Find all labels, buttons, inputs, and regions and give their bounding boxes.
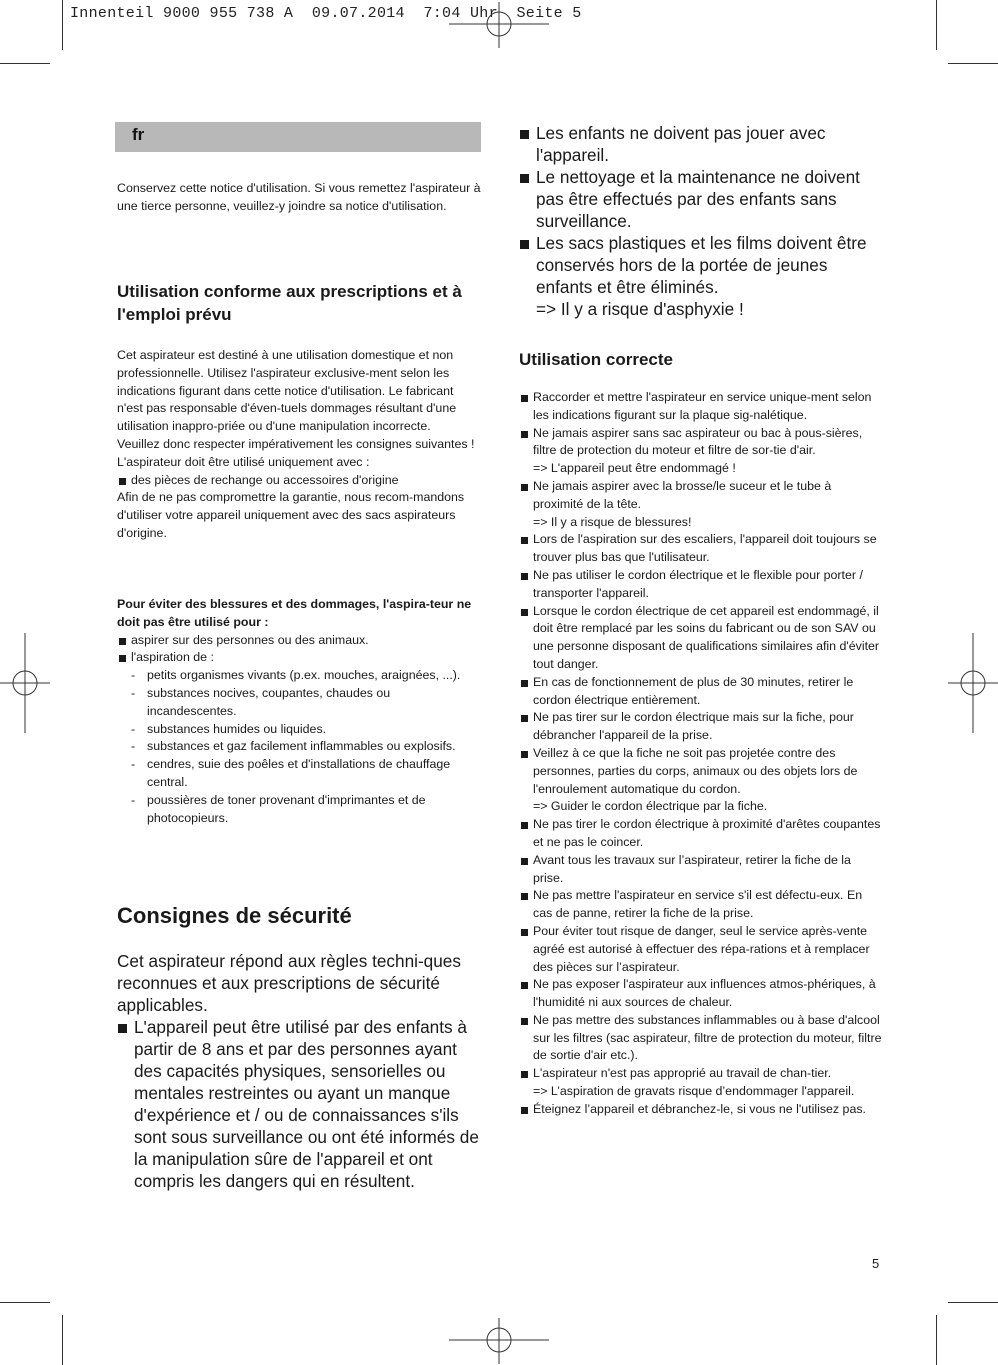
crop-mark (62, 1315, 63, 1365)
list-item-text: Les sacs plastiques et les films doivent être conservés hors de la portée de jeunes enfants et être éliminés. (536, 233, 867, 297)
crop-mark (936, 1315, 937, 1365)
list-item-text: Pour éviter tout risque de danger, seul le service après-vente agréé est autorisé à effectuer des répa-rations et à remplacer des pièces sur l’aspirateur. (533, 923, 870, 974)
safety-continued (519, 122, 884, 320)
registration-mark-icon (0, 633, 50, 733)
safety-section-body (117, 950, 481, 1192)
intro-text: Conservez cette notice d'utilisation. Si vous remettez l'aspirateur à une tierce personne, veuillez-y joindre sa notice d'utilisation. (117, 181, 481, 213)
list-item (519, 531, 884, 567)
crop-mark (0, 63, 50, 64)
list-item-text: Ne pas mettre l'aspirateur en service s'il est défectu-eux. En cas de panne, retirer la fiche de la prise. (533, 888, 863, 921)
list-item (519, 976, 884, 1012)
list-item: - poussières de toner provenant d'imprimantes et de photocopieurs. (117, 792, 481, 828)
list-item (519, 674, 884, 710)
list-item (519, 232, 884, 320)
crop-mark (0, 1302, 50, 1303)
list-item (519, 425, 884, 478)
print-header: Innenteil 9000 955 738 A 09.07.2014 7:04 Uhr Seite 5 (70, 5, 582, 22)
list-item-text: L'aspirateur n'est pas approprié au travail de chan-tier. (533, 1066, 832, 1081)
list-item: Le nettoyage et la maintenance ne doivent pas être effectués par des enfants sans surveillance. (519, 166, 884, 232)
list-item-text: Éteignez l’appareil et débranchez-le, si vous ne l'utilisez pas. (533, 1101, 866, 1116)
list-item (519, 389, 884, 425)
list-item-text: Raccorder et mettre l'aspirateur en service unique-ment selon les indications figurant sur la plaque sig-nalétique. (533, 390, 872, 422)
list-item-text: Veillez à ce que la fiche ne soit pas projetée contre des personnes, parties du corps, animaux ou des objets lors de l'enroulement automatique du cordon. (533, 745, 858, 796)
list-item (519, 709, 884, 745)
warning-note: => Guider le cordon électrique par la fiche. (533, 799, 768, 814)
list-item-text: Ne pas utiliser le cordon électrique et le flexible pour porter / transporter l'appareil. (533, 567, 863, 600)
warning-title: Pour éviter des blessures et des dommages, l'aspira-teur ne doit pas être utilisé pour : (117, 597, 472, 629)
list-item-text: Ne pas mettre des substances inflammables ou à base d'alcool sur les filtres (sac aspirateur, filtre de protection du moteur, filtre de sortie d'air etc.). (533, 1012, 882, 1063)
usage-paragraph: Veuillez donc respecter impérativement les consignes suivantes ! (117, 436, 475, 451)
language-code: fr (132, 125, 145, 144)
correct-section-title: Utilisation correcte (519, 350, 673, 369)
list-item: des pièces de rechange ou accessoires d'origine (117, 472, 481, 490)
list-item-text: En cas de fonctionnement de plus de 30 minutes, retirer le cordon électrique entièrement. (533, 674, 854, 707)
list-item (519, 887, 884, 923)
safety-intro: Cet aspirateur répond aux règles techni-ques reconnues et aux prescriptions de sécurité applicables. (117, 951, 461, 1015)
list-item (519, 852, 884, 888)
warning-note: => Il y a risque de blessures! (533, 514, 692, 529)
warning-note: => L’aspiration de gravats risque d’endommager l'appareil. (533, 1084, 855, 1099)
list-item (519, 923, 884, 976)
list-item (519, 603, 884, 674)
safety-section-title: Consignes de sécurité (117, 903, 352, 928)
usage-section-title: Utilisation conforme aux prescriptions et à l'emploi prévu (117, 282, 462, 324)
list-item: - substances humides ou liquides. (117, 721, 481, 739)
list-item-text: Ne pas tirer sur le cordon électrique mais sur la fiche, pour débrancher l'appareil de la prise. (533, 710, 854, 743)
list-item (519, 816, 884, 852)
registration-mark-icon (449, 1318, 549, 1364)
list-item: - substances nocives, coupantes, chaudes ou incandescentes. (117, 685, 481, 721)
list-item-text: Lorsque le cordon électrique de cet appareil est endommagé, il doit être remplacé par les soins du fabricant ou de son SAV ou une personne disposant de qualifications similaires afin d'éviter tout danger. (533, 603, 880, 671)
list-item (519, 1101, 884, 1119)
list-item: - petits organismes vivants (p.ex. mouches, araignées, ...). (117, 667, 481, 685)
warning-note: => L'appareil peut être endommagé ! (533, 461, 736, 476)
list-item: - substances et gaz facilement inflammables ou explosifs. (117, 738, 481, 756)
crop-mark (62, 0, 63, 50)
language-bar (115, 122, 481, 152)
list-item-text: Ne jamais aspirer sans sac aspirateur ou bac à pous-sières, filtre de protection du moteur et filtre de sor-tie d'air. (533, 425, 863, 458)
crop-mark (948, 1302, 998, 1303)
list-item-text: Ne pas tirer le cordon électrique à proximité d'arêtes coupantes et ne pas le coincer. (533, 817, 881, 849)
usage-paragraph: Cet aspirateur est destiné à une utilisation domestique et non professionnelle. Utilisez l'aspirateur exclusive-ment selon les indications figurant dans cette notice d'utilisation. Le fabricant n'est pas responsable d'éven-tuels dommages résultant d'une utilisation inappro-priée ou d'une manipulation incorrecte. (117, 348, 457, 434)
crop-mark (948, 63, 998, 64)
usage-paragraph: Afin de ne pas compromettre la garantie, nous recom-mandons d'utiliser votre appareil uniquement avec des sacs aspirateurs d'origine. (117, 490, 465, 540)
list-item (519, 567, 884, 603)
usage-section-body (117, 347, 481, 543)
registration-mark-icon (449, 2, 549, 48)
list-item-text: Ne jamais aspirer avec la brosse/le suceur et le tube à proximité de la tête. (533, 478, 832, 511)
crop-mark (936, 0, 937, 50)
list-item-text: Ne pas exposer l'aspirateur aux influences atmos-phériques, à l'humidité ni aux sources de chaleur. (533, 977, 876, 1010)
list-item-text: Lors de l'aspiration sur des escaliers, l'appareil doit toujours se trouver plus bas que l'utilisateur. (533, 532, 877, 565)
list-item-text: Avant tous les travaux sur l’aspirateur, retirer la fiche de la prise. (533, 852, 851, 885)
list-item (519, 478, 884, 531)
list-item (519, 745, 884, 816)
warning-note: => Il y a risque d'asphyxie ! (536, 299, 744, 319)
list-item (519, 1065, 884, 1101)
list-item: Les enfants ne doivent pas jouer avec l'appareil. (519, 122, 884, 166)
registration-mark-icon (948, 633, 998, 733)
warning-block (117, 596, 481, 827)
usage-paragraph: L'aspirateur doit être utilisé uniquement avec : (117, 454, 370, 469)
list-item (519, 1012, 884, 1065)
list-item: aspirer sur des personnes ou des animaux. (117, 632, 481, 650)
list-item: - cendres, suie des poêles et d'installations de chauffage central. (117, 756, 481, 792)
list-item: L'appareil peut être utilisé par des enfants à partir de 8 ans et par des personnes ayant des capacités physiques, sensorielles ou mentales restreintes ou ayant un manque d'expérience et / ou de connaissances s'ils sont sous surveillance ou ont été informés de la manipulation sûre de l'appareil et ont compris les dangers qui en résultent. (117, 1016, 481, 1192)
page-number: 5 (872, 1256, 880, 1271)
correct-section-body (519, 389, 884, 1119)
list-item: l'aspiration de : (117, 649, 481, 667)
